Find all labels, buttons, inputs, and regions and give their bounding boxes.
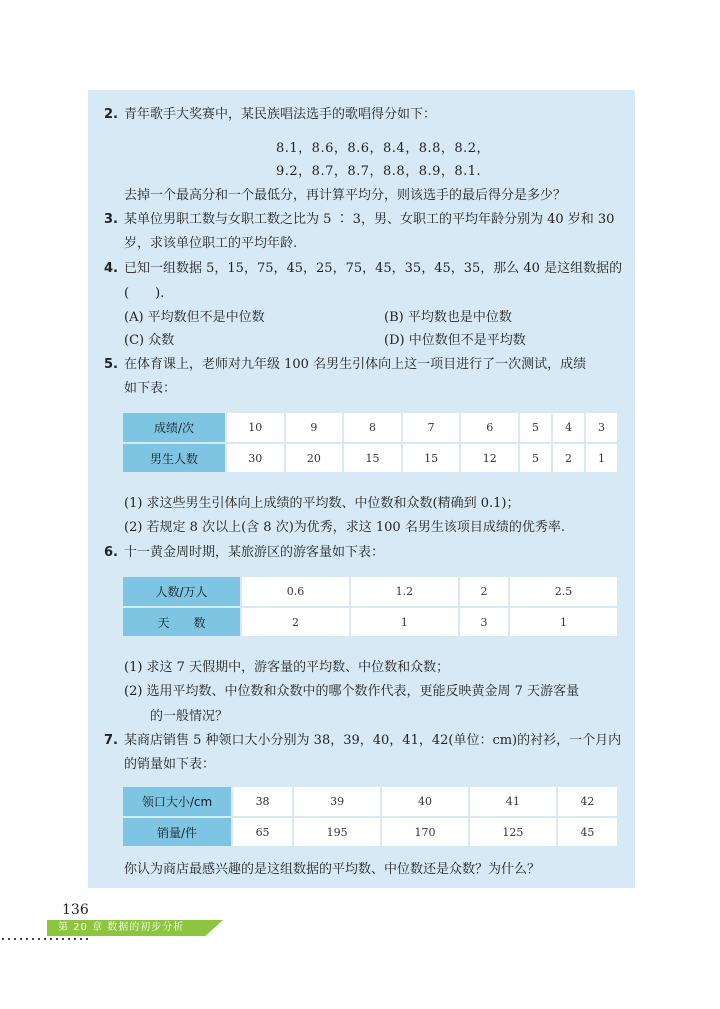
dotted-rule — [0, 938, 92, 940]
table-cell: 195 — [293, 817, 381, 847]
table-cell: 125 — [469, 817, 557, 847]
page-number: 136 — [62, 902, 89, 918]
table-cell: 4 — [552, 413, 585, 443]
table-cell: 65 — [232, 817, 293, 847]
q7-table-row-sales — [123, 817, 618, 847]
table-cell: 8 — [343, 413, 402, 443]
table-cell: 2 — [552, 443, 585, 473]
table-cell: 0.6 — [241, 577, 350, 607]
q4-line1 — [104, 260, 622, 277]
table-cell: 170 — [381, 817, 469, 847]
q5-table-header-counts: 男生人数 — [123, 443, 226, 473]
table-cell: 39 — [293, 787, 381, 817]
table-cell: 30 — [226, 443, 285, 473]
q3-line1 — [104, 211, 614, 228]
q6-table-header-people: 人数/万人 — [123, 577, 241, 607]
table-cell: 1 — [509, 607, 618, 637]
q4-number: 4. — [104, 261, 118, 276]
q7-question: 你认为商店最感兴趣的是这组数据的平均数、中位数还是众数？为什么？ — [124, 862, 541, 877]
table-cell: 12 — [460, 443, 519, 473]
q2-scores-line2: 9.2，8.7，8.7，8.8，8.9，8.1. — [276, 164, 482, 179]
q3-number: 3. — [104, 212, 118, 227]
chapter-title: 第 20 章 数据的初步分析 — [58, 922, 185, 933]
q2-line — [104, 106, 436, 123]
q6-number: 6. — [104, 545, 118, 560]
q5-text-line1: 在体育课上，老师对九年级 100 名男生引体向上这一项目进行了一次测试，成绩 — [124, 357, 587, 372]
table-cell: 2 — [459, 577, 509, 607]
q4-option-a: (A) 平均数但不是中位数 — [124, 310, 265, 325]
table-cell: 7 — [402, 413, 461, 443]
table-cell: 9 — [285, 413, 344, 443]
table-cell: 40 — [381, 787, 469, 817]
table-cell: 20 — [285, 443, 344, 473]
q6-subquestion-2-line2: 的一般情况？ — [150, 709, 229, 724]
q7-text-line1: 某商店销售 5 种领口大小分别为 38，39，40，41，42(单位：cm)的衬衫，一个月内 — [124, 733, 622, 748]
q7-text-line2: 的销量如下表： — [124, 757, 216, 772]
q7-table-row-collar — [123, 787, 618, 817]
q3-text-line1: 某单位男职工数与女职工数之比为 5 ∶ 3，男、女职工的平均年龄分别为 40 岁和 30 — [124, 212, 615, 227]
q5-table-row-counts — [123, 443, 618, 473]
table-cell: 1.2 — [350, 577, 459, 607]
q6-table-header-days: 天 数 — [123, 607, 241, 637]
table-cell: 2.5 — [509, 577, 618, 607]
q6-table-row-people — [123, 577, 618, 607]
q2-text: 青年歌手大奖赛中，某民族唱法选手的歌唱得分如下： — [124, 107, 437, 122]
q5-number: 5. — [104, 357, 118, 372]
table-cell: 1 — [585, 443, 618, 473]
table-cell: 2 — [241, 607, 350, 637]
q4-option-b: (B) 平均数也是中位数 — [384, 310, 512, 325]
q2-scores-line1: 8.1，8.6，8.6，8.4，8.8，8.2， — [276, 141, 491, 156]
q7-table-header-sales: 销量/件 — [123, 817, 232, 847]
q5-table-header-scores: 成绩/次 — [123, 413, 226, 443]
q6-text-line1: 十一黄金周时期，某旅游区的游客量如下表： — [124, 545, 385, 560]
table-cell: 41 — [469, 787, 557, 817]
q4-option-d: (D) 中位数但不是平均数 — [384, 333, 526, 348]
table-cell: 1 — [350, 607, 459, 637]
table-cell: 10 — [226, 413, 285, 443]
q4-option-c: (C) 众数 — [124, 333, 175, 348]
table-cell: 5 — [519, 443, 552, 473]
q4-text-line2: ( ). — [124, 286, 165, 301]
q5-score-table — [123, 413, 619, 474]
table-cell: 3 — [459, 607, 509, 637]
q7-table-header-collar: 领口大小/cm — [123, 787, 232, 817]
q5-subquestion-1: (1) 求这些男生引体向上成绩的平均数、中位数和众数(精确到 0.1)； — [124, 496, 520, 511]
table-cell: 15 — [343, 443, 402, 473]
q3-text-line2: 岁，求该单位职工的平均年龄. — [124, 236, 298, 251]
q6-subquestion-1: (1) 求这 7 天假期中，游客量的平均数、中位数和众数； — [124, 660, 450, 675]
table-cell: 6 — [460, 413, 519, 443]
table-cell: 45 — [557, 817, 618, 847]
q4-text-line1: 已知一组数据 5，15，75，45，25，75，45，35，45，35，那么 40 是这组数据的 — [124, 261, 623, 276]
q7-sales-table — [123, 787, 619, 848]
q6-subquestion-2-line1: (2) 选用平均数、中位数和众数中的哪个数作代表，更能反映黄金周 7 天游客量 — [124, 684, 580, 699]
q6-line1 — [104, 544, 384, 561]
table-cell: 38 — [232, 787, 293, 817]
table-cell: 42 — [557, 787, 618, 817]
q6-table-row-days — [123, 607, 618, 637]
q6-tourist-table — [123, 577, 619, 638]
table-cell: 5 — [519, 413, 552, 443]
table-cell: 3 — [585, 413, 618, 443]
q2-number: 2. — [104, 107, 118, 122]
q5-subquestion-2: (2) 若规定 8 次以上(含 8 次)为优秀，求这 100 名男生该项目成绩的优秀率. — [124, 520, 565, 535]
q7-line1 — [104, 732, 621, 749]
q7-number: 7. — [104, 733, 118, 748]
q2-question: 去掉一个最高分和一个最低分，再计算平均分，则该选手的最后得分是多少？ — [124, 188, 567, 203]
q5-text-line2: 如下表： — [124, 381, 177, 396]
table-cell: 15 — [402, 443, 461, 473]
q5-table-row-scores — [123, 413, 618, 443]
q5-line1 — [104, 356, 586, 373]
